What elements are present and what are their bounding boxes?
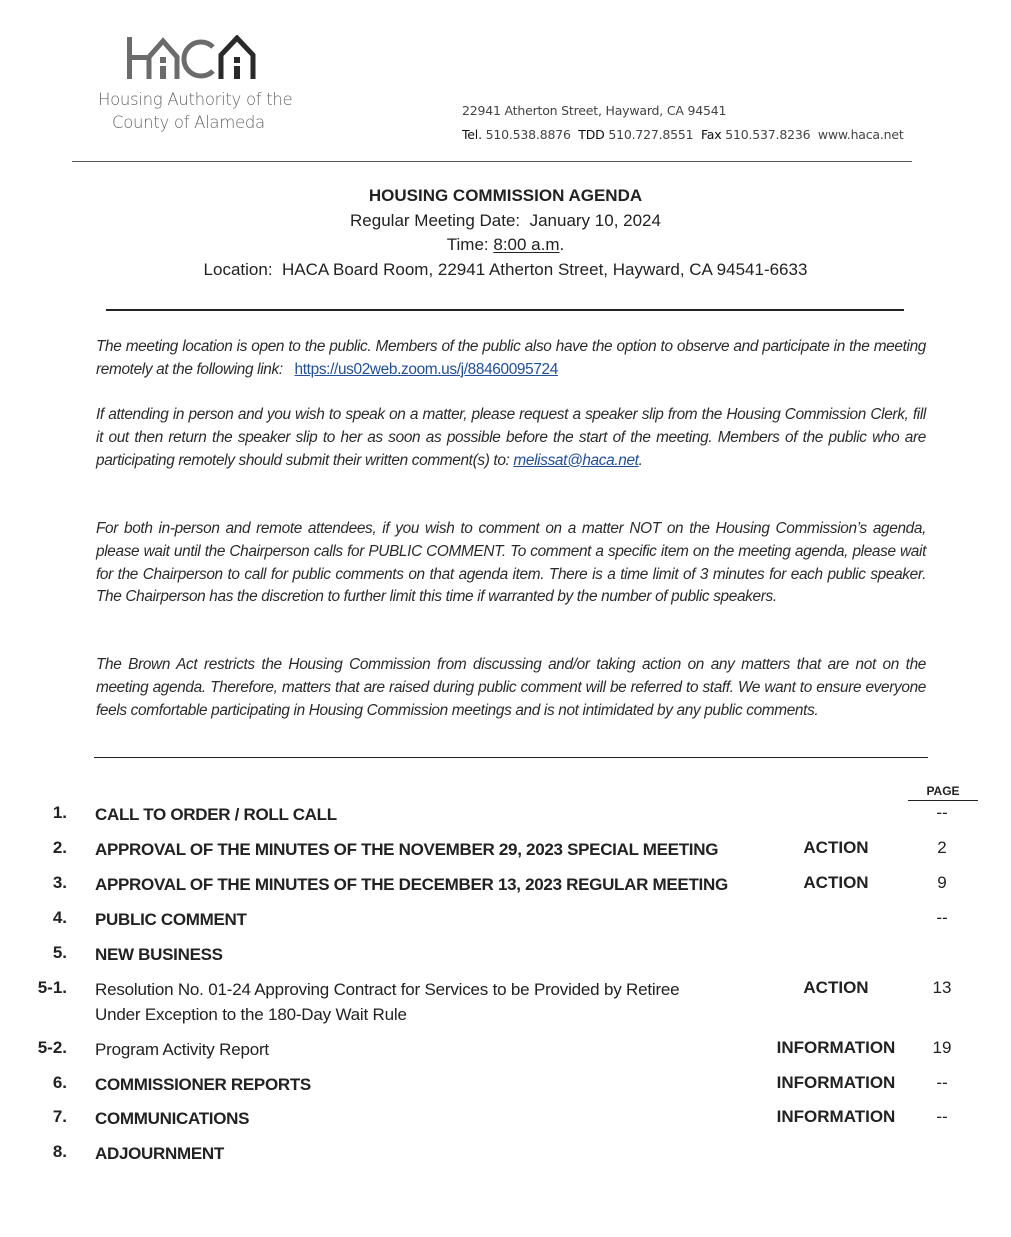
agenda-item-title-text: COMMUNICATIONS <box>95 1109 250 1128</box>
notice-2-suffix: . <box>638 451 643 469</box>
meeting-location: HACA Board Room, 22941 Atherton Street, Hayward, CA 94541-6633 <box>282 260 808 280</box>
haca-logo-mark-icon <box>125 35 257 81</box>
agenda-item-title <box>95 1073 755 1098</box>
agenda-item-title-text: CALL TO ORDER / ROLL CALL <box>95 805 337 824</box>
clerk-email-link[interactable]: melissat@haca.net <box>513 451 639 469</box>
notice-2-text: If attending in person and you wish to speak on a matter, please request a speaker slip from the Housing Commission Clerk, fill it out then return the speaker slip to her as soon as possible before the start of the meeting. Members of the public who are participating remotely should submit their written comment(s) to: <box>96 406 926 469</box>
agenda-item <box>0 1073 1011 1097</box>
notice-public-comment: For both in-person and remote attendees, if you wish to comment on a matter NOT on the Housing Commission’s agenda, please wait until the Chairperson calls for PUBLIC COMMENT. To comment a specific item on the meeting agenda, please wait for the Chairperson to call for public comments on that agenda item. There is a time limit of 3 minutes for each public speaker. The Chairperson has the discretion to further limit this time if warranted by the number of public speakers. <box>96 520 926 606</box>
haca-logo <box>125 35 257 81</box>
agenda-item-number: 8. <box>52 1142 67 1161</box>
tel-number: 510.538.8876 <box>485 127 571 142</box>
website-link[interactable]: www.haca.net <box>817 127 904 142</box>
agenda-item-title <box>95 803 755 828</box>
agenda-item-type: INFORMATION <box>776 1107 896 1126</box>
agenda-item-title-text: ADJOURNMENT <box>95 1144 224 1163</box>
agenda-item-type: INFORMATION <box>776 1038 896 1057</box>
agenda-item-page: -- <box>936 1073 948 1092</box>
agenda-item-title-text: NEW BUSINESS <box>95 945 223 964</box>
notice-remote-participation <box>96 336 926 382</box>
agenda-item-title <box>95 908 755 933</box>
agenda-item-number: 2. <box>52 838 67 857</box>
agenda-item-page: 19 <box>932 1038 952 1057</box>
agenda-item <box>0 803 1011 827</box>
agenda-item-title <box>95 943 755 968</box>
agenda-item <box>0 873 1011 897</box>
agenda-item-number: 1. <box>52 803 67 822</box>
agenda-item-page: 9 <box>937 873 947 892</box>
agenda-item <box>0 1107 1011 1131</box>
agenda-item-type: ACTION <box>803 873 869 892</box>
meeting-time-suffix: . <box>559 235 565 255</box>
meeting-date: January 10, 2024 <box>529 210 661 230</box>
agenda-item-page: 2 <box>937 838 947 857</box>
contact-phones <box>462 127 904 142</box>
agenda-item-title <box>95 978 755 1027</box>
agenda-item-type: ACTION <box>803 978 869 997</box>
tdd-label: TDD <box>578 127 605 142</box>
logo-org-name-line2: County of Alameda <box>112 113 265 132</box>
contact-address: 22941 Atherton Street, Hayward, CA 94541 <box>462 103 727 118</box>
agenda-item-title-text: Resolution No. 01-24 Approving Contract for Services to be Provided by Retiree <box>95 980 680 999</box>
agenda-title: HOUSING COMMISSION AGENDA <box>368 186 643 205</box>
agenda-item-number: 6. <box>52 1073 67 1092</box>
agenda-item-number: 5-1. <box>37 978 67 997</box>
agenda-item <box>0 1142 1011 1166</box>
title-divider <box>106 309 904 311</box>
agenda-item-title <box>95 1038 755 1063</box>
agenda-item-title <box>95 873 755 898</box>
agenda-item-number: 4. <box>52 908 67 927</box>
meeting-time-label: Time: <box>446 235 489 255</box>
meeting-time: 8:00 a.m <box>493 235 560 255</box>
tel-label: Tel. <box>462 127 482 142</box>
agenda-item-number: 5. <box>52 943 67 962</box>
agenda-item <box>0 943 1011 967</box>
agenda-item-type: INFORMATION <box>776 1073 896 1092</box>
meeting-time-line <box>0 233 1011 258</box>
notice-1-text: The meeting location is open to the public. Members of the public also have the option to observe and participate in the meeting remotely at the following link: <box>96 338 926 378</box>
fax-label: Fax <box>700 127 722 142</box>
agenda-item <box>0 908 1011 932</box>
page-column-header: PAGE <box>908 784 978 801</box>
notice-brown-act: The Brown Act restricts the Housing Commission from discussing and/or taking action on any matters that are not on the meeting agenda. Therefore, matters that are raised during public comment will be referred to staff. We want to ensure everyone feels comfortable participating in Housing Commission meetings and is not intimidated by any public comments. <box>96 656 926 719</box>
agenda-item-title <box>95 838 755 863</box>
meeting-location-line <box>0 258 1011 283</box>
agenda-item-title-text: Program Activity Report <box>95 1040 269 1059</box>
agenda-item-type: ACTION <box>803 838 869 857</box>
meeting-location-label: Location: <box>203 260 273 280</box>
zoom-meeting-link[interactable]: https://us02web.zoom.us/j/88460095724 <box>294 360 558 378</box>
meeting-date-label: Regular Meeting Date: <box>350 210 521 230</box>
agenda-item-number: 3. <box>52 873 67 892</box>
agenda-item-title <box>95 1107 755 1132</box>
meeting-date-line <box>0 209 1011 234</box>
notice-speaker-slip <box>96 404 926 472</box>
agenda-item-page: -- <box>936 803 948 822</box>
agenda-item <box>0 978 1011 1024</box>
tdd-number: 510.727.8551 <box>608 127 694 142</box>
agenda-item-title-line2: Under Exception to the 180-Day Wait Rule <box>95 1004 407 1024</box>
agenda-item-title-text: PUBLIC COMMENT <box>95 910 247 929</box>
logo-org-name-line1: Housing Authority of the <box>98 90 293 109</box>
header-divider <box>72 161 912 162</box>
agenda-item-page: -- <box>936 1107 948 1126</box>
agenda-item <box>0 1038 1011 1062</box>
meeting-title-block <box>0 184 1011 283</box>
agenda-item-number: 7. <box>52 1107 67 1126</box>
agenda-item-title <box>95 1142 755 1167</box>
agenda-item-page: 13 <box>932 978 952 997</box>
agenda-item-title-text: APPROVAL OF THE MINUTES OF THE NOVEMBER 29, 2023 SPECIAL MEETING <box>95 840 719 859</box>
notice-divider <box>94 757 928 758</box>
agenda-item <box>0 838 1011 862</box>
agenda-item-page: -- <box>936 908 948 927</box>
agenda-item-title-text: APPROVAL OF THE MINUTES OF THE DECEMBER 13, 2023 REGULAR MEETING <box>95 875 728 894</box>
fax-number: 510.537.8236 <box>725 127 811 142</box>
agenda-item-number: 5-2. <box>37 1038 67 1057</box>
agenda-item-title-text: COMMISSIONER REPORTS <box>95 1075 311 1094</box>
